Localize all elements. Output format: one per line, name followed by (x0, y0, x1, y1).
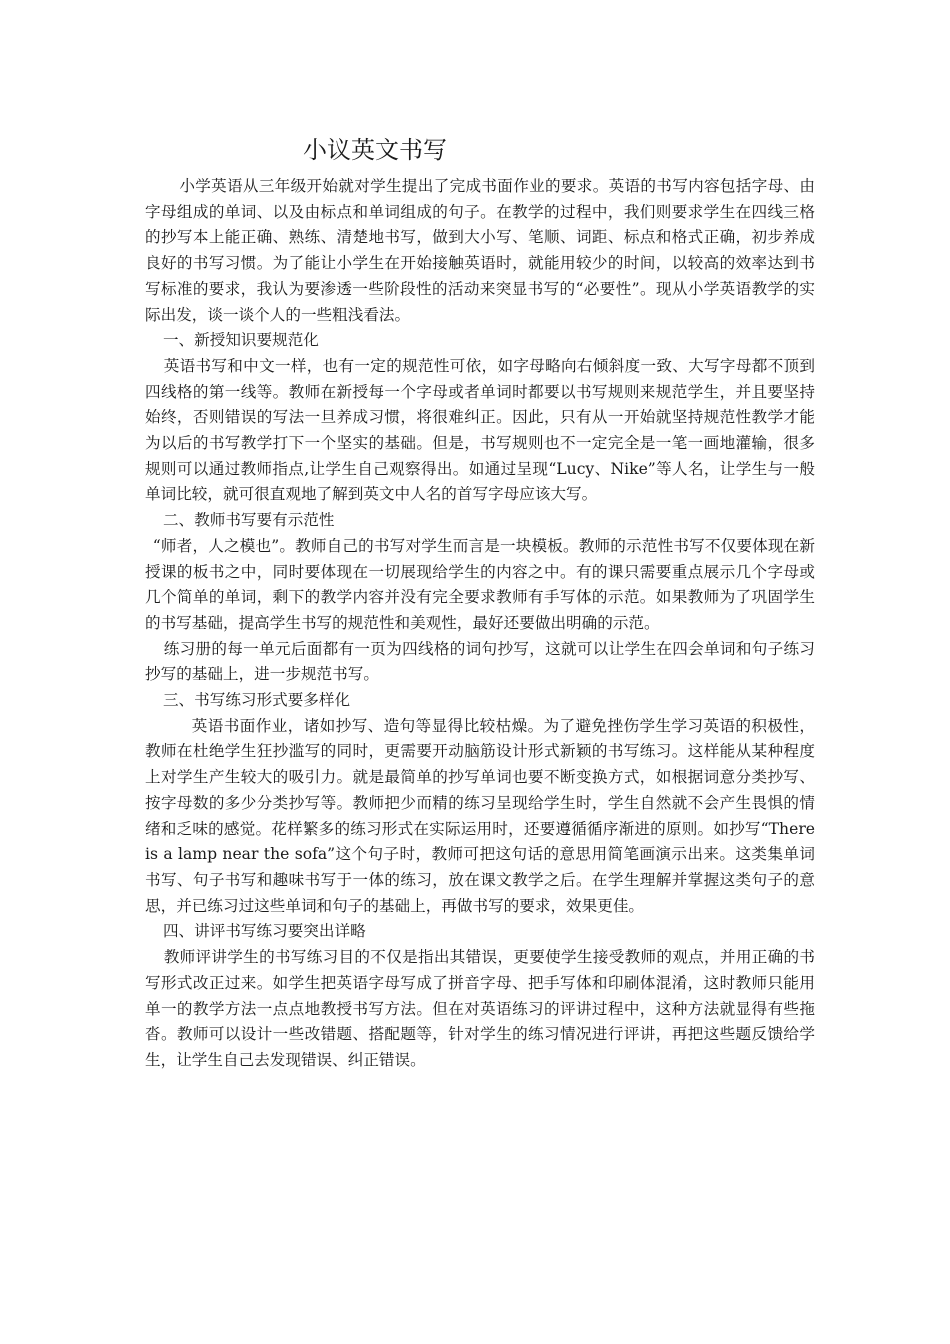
intro-paragraph: 小学英语从三年级开始就对学生提出了完成书面作业的要求。英语的书写内容包括字母、由字母组成的单词、以及由标点和单词组成的句子。在教学的过程中，我们则要求学生在四线三格的抄写本上能正确、熟练、清楚地书写，做到大小写、笔顺、词距、标点和格式正确，初步养成良好的书写习惯。为了能让小学生在开始接触英语时，就能用较少的时间，以较高的效率达到书写标准的要求，我认为要渗透一些阶段性的活动来突显书写的“必要性”。现从小学英语教学的实际出发，谈一谈个人的一些粗浅看法。 (145, 177, 815, 324)
section-4-heading: 四、讲评书写练习要突出详略 (162, 922, 366, 941)
section-2-paragraph: “师者，人之模也”。教师自己的书写对学生而言是一块模板。教师的示范性书写不仅要体现在新授课的板书之中，同时要体现在一切展现给学生的内容之中。有的课只需要重点展示几个字母或几个简单的单词，剩下的教学内容并没有完全要求教师有手写体的示范。如果教师为了巩固学生的书写基础，提高学生书写的规范性和美观性，最好还要做出明确的示范。 (145, 536, 815, 632)
section-1-heading: 一、新授知识要规范化 (162, 331, 319, 350)
section-4-paragraph: 教师评讲学生的书写练习目的不仅是指出其错误，更要使学生接受教师的观点，并用正确的书写形式改正过来。如学生把英语字母写成了拼音字母、把手写体和印刷体混淆，这时教师只能用单一的教学方法一点点地教授书写方法。但在对英语练习的评讲过程中，这种方法就显得有些拖沓。教师可以设计一些改错题、搭配题等，针对学生的练习情况进行评讲，再把这些题反馈给学生，让学生自己去发现错误、纠正错误。 (145, 948, 815, 1069)
section-2-paragraph-extra: 练习册的每一单元后面都有一页为四线格的词句抄写，这就可以让学生在四会单词和句子练习抄写的基础上，进一步规范书写。 (145, 639, 815, 684)
document-body (145, 174, 815, 1074)
section-3-heading: 三、书写练习形式要多样化 (162, 691, 351, 710)
section-3-paragraph: 英语书面作业，诸如抄写、造句等显得比较枯燥。为了避免挫伤学生学习英语的积极性，教师在杜绝学生狂抄滥写的同时，更需要开动脑筋设计形式新颖的书写练习。这样能从某种程度上对学生产生较大的吸引力。就是最简单的抄写单词也要不断变换方式，如根据词意分类抄写、按字母数的多少分类抄写等。教师把少而精的练习呈现给学生时，学生自然就不会产生畏惧的情绪和乏味的感觉。花样繁多的练习形式在实际运用时，还要遵循循序渐进的原则。如抄写“There is a lamp near the sofa”这个句子时，教师可把这句话的意思用简笔画演示出来。这类集单词书写、句子书写和趣味书写于一体的练习，放在课文教学之后。在学生理解并掌握这类句子的意思，并已练习过这些单词和句子的基础上，再做书写的要求，效果更佳。 (145, 716, 815, 915)
section-2-heading: 二、教师书写要有示范性 (162, 511, 335, 530)
section-1-paragraph: 英语书写和中文一样，也有一定的规范性可依，如字母略向右倾斜度一致、大写字母都不顶到四线格的第一线等。教师在新授每一个字母或者单词时都要以书写规则来规范学生，并且要坚持始终，否则错误的写法一旦养成习惯，将很难纠正。因此，只有从一开始就坚持规范性教学才能为以后的书写教学打下一个坚实的基础。但是，书写规则也不一定完全是一笔一画地灌输，很多规则可以通过教师指点,让学生自己观察得出。如通过呈现“Lucy、Nike”等人名，让学生与一般单词比较，就可很直观地了解到英文中人名的首写字母应该大写。 (145, 356, 815, 504)
document-title: 小议英文书写 (303, 136, 447, 164)
